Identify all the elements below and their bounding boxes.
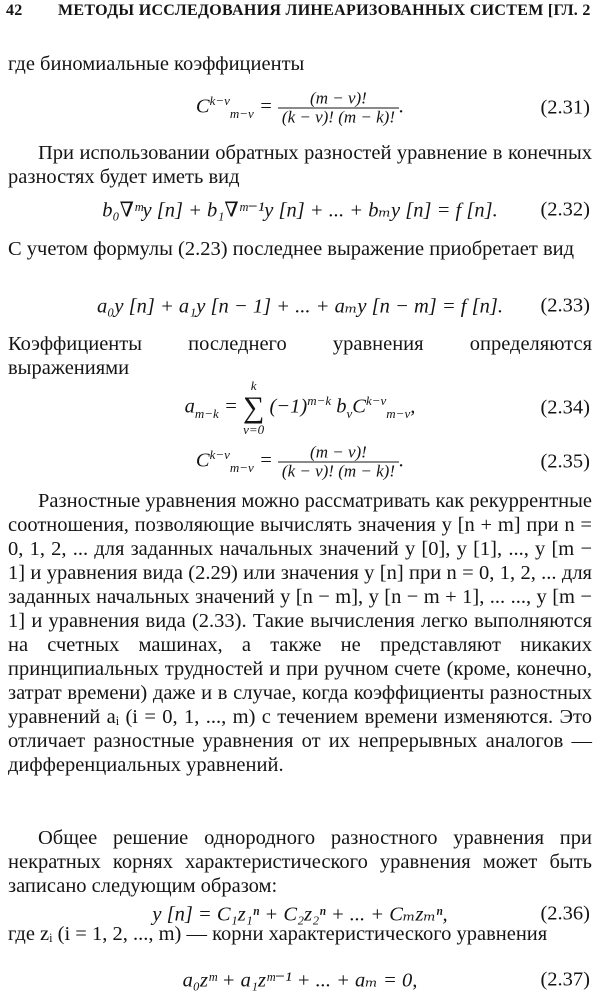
eq-2-31-equals: = xyxy=(253,95,278,118)
page-number: 42 xyxy=(6,2,23,19)
eq-2-34-lhs-sub: m−k xyxy=(194,405,219,421)
equation-2-35 xyxy=(0,442,600,482)
eq-2-35-denominator: (k − ν)! (m − k)! xyxy=(278,462,399,481)
eq-2-35-tail: . xyxy=(398,449,405,472)
equation-2-34 xyxy=(0,376,600,440)
eq-2-34-c-sup: k−ν xyxy=(365,392,387,408)
eq-2-31-fraction xyxy=(278,90,399,127)
paragraph-roots: где zᵢ (i = 1, 2, ..., m) — корни характеристического уравнения xyxy=(8,923,548,945)
eq-2-34-power-base: (−1) xyxy=(269,395,308,418)
eq-2-32-expression: b₀∇ᵐy [n] + b₁∇ᵐ⁻¹y [n] + ... + bₘy [n] = f [n]. xyxy=(102,199,498,222)
eq-2-33-number: (2.33) xyxy=(540,294,590,317)
eq-2-35-sup: k−ν xyxy=(209,446,230,462)
paragraph-formula-2-23: С учетом формулы (2.23) последнее выражение приобретает вид xyxy=(8,238,575,260)
eq-2-35-sub: m−ν xyxy=(229,459,254,475)
eq-2-36-number: (2.36) xyxy=(540,902,590,925)
eq-2-31-sub: m−ν xyxy=(229,105,254,121)
running-title: МЕТОДЫ ИССЛЕДОВАНИЯ ЛИНЕАРИЗОВАННЫХ СИСТЕМ [ГЛ. 2 xyxy=(58,2,591,19)
paragraph-coefficients: Коэффициенты последнего уравнения определяются выражениями xyxy=(8,333,592,379)
eq-2-34-lhs: a xyxy=(184,395,195,418)
eq-2-32-number: (2.32) xyxy=(540,198,590,221)
paragraph-binomial-intro: где биномиальные коэффициенты xyxy=(8,53,305,75)
eq-2-37-expression: a₀zᵐ + a₁zᵐ⁻¹ + ... + aₘ = 0, xyxy=(182,969,418,992)
eq-2-34-sum-lower: ν=0 xyxy=(243,422,265,437)
eq-2-37-number: (2.37) xyxy=(540,968,590,991)
page-header xyxy=(6,2,594,20)
eq-2-34-b-sub: ν xyxy=(346,405,353,421)
eq-2-35-equals: = xyxy=(253,449,278,472)
eq-2-31-denominator: (k − ν)! (m − k)! xyxy=(278,108,399,127)
eq-2-35-number: (2.35) xyxy=(540,450,590,473)
eq-2-34-c-sub: m−ν xyxy=(386,405,411,421)
eq-2-31-tail: . xyxy=(398,95,405,118)
equation-2-31 xyxy=(0,88,600,128)
eq-2-34-sum-sign: ∑ xyxy=(242,391,265,424)
paragraph-general-solution: Общее решение однородного разностного уравнения при некратных корнях характеристического уравнения может быть записано следующим образом: xyxy=(8,827,592,897)
eq-2-35-lhs: C xyxy=(195,449,210,472)
eq-2-34-number: (2.34) xyxy=(540,396,590,419)
eq-2-34-power-exp: m−k xyxy=(307,392,332,408)
paragraph-backward-differences: При использовании обратных разностей уравнение в конечных разностях будет иметь вид xyxy=(8,142,592,188)
eq-2-34-c: C xyxy=(352,395,366,418)
eq-2-31-lhs: C xyxy=(195,95,210,118)
eq-2-35-fraction xyxy=(278,444,399,481)
eq-2-36-expression: y [n] = C₁z₁ⁿ + C₂z₂ⁿ + ... + Cₘzₘⁿ, xyxy=(152,903,448,926)
eq-2-34-tail: , xyxy=(410,395,416,418)
eq-2-31-sup: k−ν xyxy=(209,92,230,108)
eq-2-34-summation xyxy=(243,378,264,438)
eq-2-33-expression: a₀y [n] + a₁y [n − 1] + ... + aₘy [n − m] = f [n]. xyxy=(97,295,503,318)
paragraph-difference-equations: Разностные уравнения можно рассматривать как рекуррентные соотношения, позволяющие вычислять значения y [n + m] при n = 0, 1, 2, ... для заданных начальных значений y [0], y [1], ..., y [m − 1] и уравнения вида (2.29) или значения y [n] при n = 0, 1, 2, ... для заданных начальных значений y [n − m], y [n − m + 1], ... ..., y [m − 1] и уравнения вида (2.33). Такие вычисления легко выполняются на счетных машинах, а также не представляют никаких принципиальных трудностей и при ручном счете (кроме, конечно, затрат времени) даже и в случае, когда коэффициенты разностных уравнений aᵢ (i = 0, 1, ..., m) с течением времени изменяются. Это отличает разностные уравнения от их непрерывных аналогов — дифференциальных уравнений. xyxy=(8,490,592,776)
eq-2-35-numerator: (m − ν)! xyxy=(310,442,367,462)
eq-2-31-number: (2.31) xyxy=(540,96,590,119)
eq-2-34-equals: = xyxy=(218,395,243,418)
equation-2-33 xyxy=(0,286,600,326)
eq-2-31-numerator: (m − ν)! xyxy=(310,88,367,108)
eq-2-34-b: b xyxy=(331,395,347,418)
equation-2-32 xyxy=(0,190,600,230)
eq-2-34-sum-upper: k xyxy=(250,378,257,393)
equation-2-37 xyxy=(0,962,600,998)
